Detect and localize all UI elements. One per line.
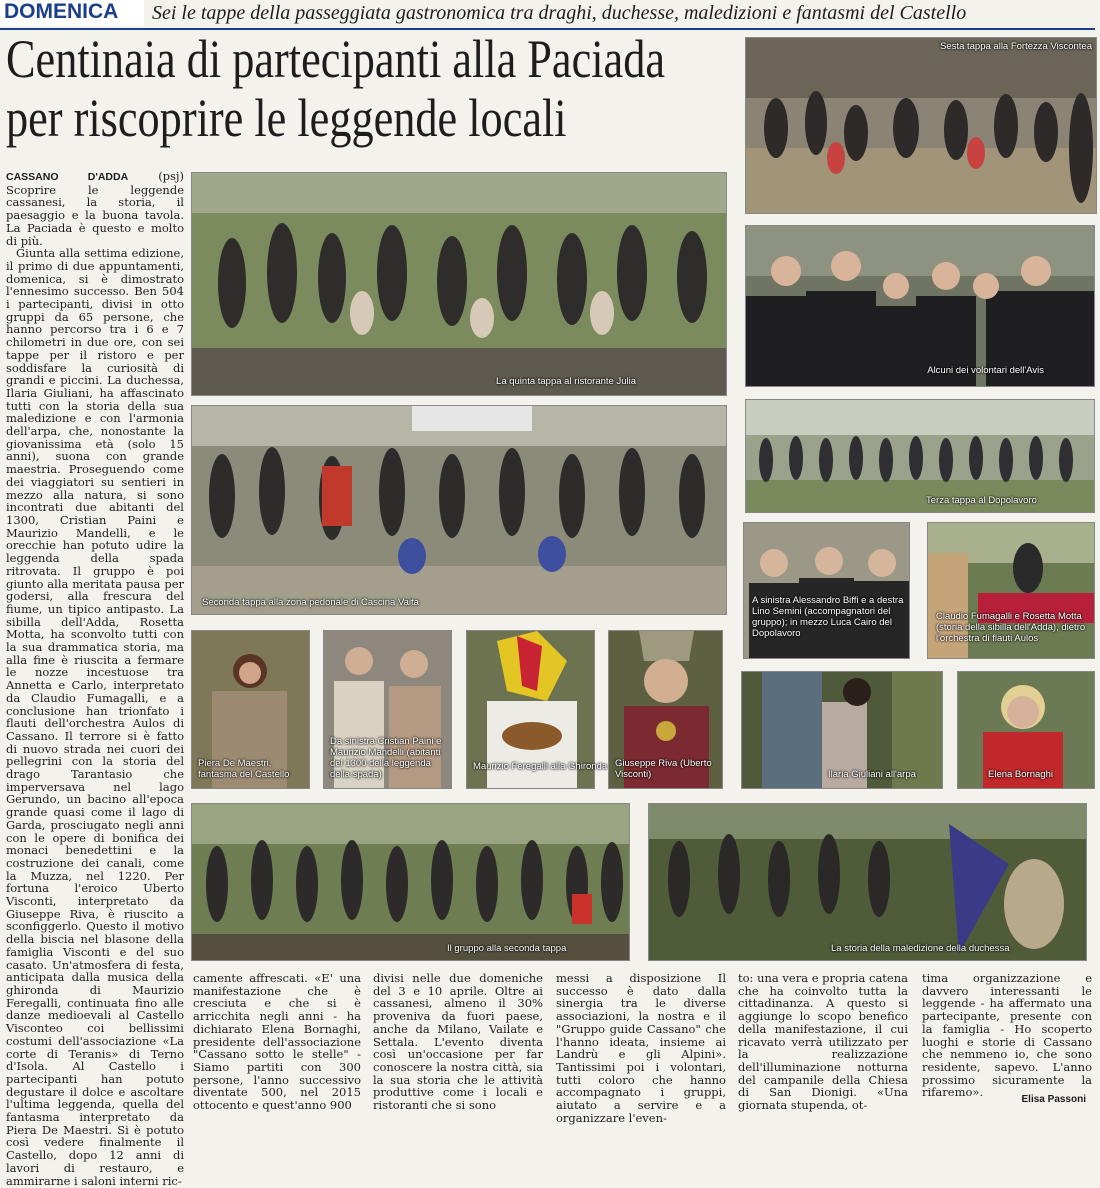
- caption-fortezza: Sesta tappa alla Fortezza Viscontea: [940, 41, 1092, 52]
- photo-bornaghi: [957, 671, 1095, 789]
- dateline: CASSANO D'ADDA: [6, 171, 129, 183]
- article-column-6: tima organizzazione e davvero interessanti le leggende - ha affermato una partecipante, presente con la famiglia - Ho scoperto luoghi e storie di Cassano che nemmeno io, che sono residente, sapevo. L'anno prossimo sicuramente la rifaremo».: [922, 971, 1092, 1100]
- section-label: DOMENICA: [0, 0, 144, 26]
- caption-paini: Da sinistra Cristian Paini e Maurizio Mandelli (abitanti del 1300 della leggenda della spada): [330, 736, 442, 780]
- photo-biffi: [743, 522, 910, 659]
- article-column-1: [6, 169, 184, 1188]
- headline: [6, 29, 665, 148]
- headline-line-1: Centinaia di partecipanti alla Paciada: [6, 29, 665, 89]
- article-column-3: divisi nelle due domeniche del 3 e 10 aprile. Oltre ai cassanesi, almeno il 30% proveniva da fuori paese, anche da Milano, Vailate e Settala. L'evento diventa così un'occasione per far conoscere la nostra città, sia la sua storia che le attività produttive come i locali e ristoranti che si sono: [373, 971, 543, 1113]
- headline-line-2: per riscoprire le leggende locali: [6, 88, 567, 148]
- caption-cascina: Seconda tappa alla zona pedonale di Cascina Vaita: [202, 597, 419, 608]
- caption-julia: La quinta tappa al ristorante Julia: [496, 376, 636, 387]
- caption-sibilla: Claudio Fumagalli e Rosetta Motta (storia della sibilla dell'Adda), dietro l'orchestra di flauti Aulos: [936, 611, 1086, 644]
- article-column-5: to: una vera e propria catena che ha coinvolto tutta la cittadinanza. A questo si aggiunge lo scopo benefico della manifestazione, il cui ricavato verrà utilizzato per la realizzazione dell'illuminazione notturna del campanile della Chiesa di San Dionigi. «Una giornata stupenda, ot-: [738, 971, 908, 1113]
- photo-dopolavoro: [745, 399, 1095, 513]
- caption-feregalli: Maurizio Feregalli alla Ghironda: [473, 761, 608, 772]
- photo-paini: [323, 630, 452, 789]
- photo-cascina: [191, 405, 727, 615]
- caption-piera: Piera De Maestri, fantasma del Castello: [198, 758, 290, 780]
- photo-feregalli: [466, 630, 608, 789]
- column-1-text: (psj) Scoprire le leggende cassanesi, la storia, il paesaggio e la buona tavola. La Paciada è questo e molto di più.: [6, 169, 184, 248]
- article-column-2: camente affrescati. «E' una manifestazione che è cresciuta e che si è arricchita negli anni - ha dichiarato Elena Bornaghi, presidente dell'associazione "Cassano sotto le stelle" - Siamo partiti con 300 persone, l'anno successivo diventate 500, nel 2015 ottocento e quest'anno 900: [193, 971, 361, 1113]
- photo-gruppo: [191, 803, 630, 961]
- photo-sibilla: [927, 522, 1095, 659]
- kicker: Sei le tappe della passeggiata gastronomica tra draghi, duchesse, maledizioni e fantasmi del Castello: [152, 2, 967, 24]
- caption-gruppo: Il gruppo alla seconda tappa: [447, 943, 567, 954]
- caption-arpa: Ilaria Giuliani all'arpa: [828, 769, 916, 780]
- caption-duchessa: La storia della maledizione della duchessa: [831, 943, 1010, 954]
- caption-riva: Giuseppe Riva (Uberto Visconti): [615, 758, 712, 780]
- photo-fortezza: [745, 37, 1097, 214]
- photo-arpa: [741, 671, 943, 789]
- photo-duchessa: [648, 803, 1087, 961]
- article-column-4: messi a disposizione Il successo è dato dalla sinergia tra le diverse associazioni, la nostra e il "Gruppo guide Cassano" che l'hanno ideata, insieme ai Landrù e gli Alpini». Tantissimi poi i volontari, tutti coloro che hanno accompagnato i gruppi, aiutato a servire e a organizzare l'even-: [556, 971, 726, 1125]
- column-1-text-2: Giunta alla settima edizione, il primo di due appuntamenti, domenica, si è dimostrato l'ennesimo successo. Ben 504 i partecipanti, divisi in otto gruppi da 65 persone, che hanno percorso tra i 6 e 7 chilometri in due ore, con sei tappe per il ristoro e per soddisfare la curiosità di grandi e piccini. La duchessa, Ilaria Giuliani, ha affascinato tutti con la storia della sua maledizione e con l'armonia dell'arpa, che, nonostante la giovanissima età (solo 15 anni), suona con grande maestria. Proseguendo come dei viaggiatori su sentieri in mezzo alla natura, si sono incontrati due abitanti del 1300, Cristian Paini e Maurizio Mandelli, e le orecchie han potuto udire la leggenda della spada ritrovata. Il gruppo è poi giunto alla meritata pausa per godersi, alla frescura del fiume, un tipico antipasto. La sibilla dell'Adda, Rosetta Motta, ha sconvolto tutti con la sua drammatica storia, ma alla fine è riuscita a fermare le nozze incestuose tra Annetta e Carlo, interpretato da Claudio Fumagalli, e a conclusione han trionfato i flauti dell'orchestra Aulos di Cassano. Il terrore si è fatto di nuovo strada nei cuori dei pellegrini con la storia del drago Tarantasio che imperversava nel lago Gerundo, un bacino all'epoca grande quasi come il lago di Garda, prosciugato negli anni con le opere di bonifica dei monaci benedettini e la costruzione dei canali, come la Muzza, nel 1220. Per fortuna l'eroico Uberto Visconti, interpretato da Giuseppe Riva, è riuscito a sconfiggerlo. Questo il motivo della biscia nel blasone della famiglia Visconti e del suo casato. Un'atmosfera di festa, anticipata dalla musica della ghironda di Maurizio Feregalli, continuata fino alle danze medioevali al Castello Visconteo coi bellissimi costumi dell'associazione «La corte di Teranis» di Terno d'Isola. Al Castello i partecipanti han potuto degustare il dolce e ascoltare l'ultima leggenda, quella del fantasma interpretato da Piera De Maestri. Si è potuto così vedere finalmente il Castello, dopo 12 anni di lavori di restauro, e ammirarne i saloni interni ric-: [6, 246, 184, 1188]
- photo-julia: [191, 172, 727, 396]
- photo-piera: [191, 630, 310, 789]
- caption-dopolavoro: Terza tappa al Dopolavoro: [926, 495, 1037, 506]
- caption-avis: Alcuni dei volontari dell'Avis: [927, 365, 1044, 376]
- caption-bornaghi: Elena Bornaghi: [988, 769, 1053, 780]
- author-byline: Elisa Passoni: [1021, 1094, 1086, 1105]
- photo-riva: [608, 630, 723, 789]
- caption-biffi: A sinistra Alessandro Biffi e a destra Lino Semini (accompagnatori del gruppo); in mezzo Luca Cairo del Dopolavoro: [752, 595, 904, 639]
- photo-avis: [745, 225, 1095, 387]
